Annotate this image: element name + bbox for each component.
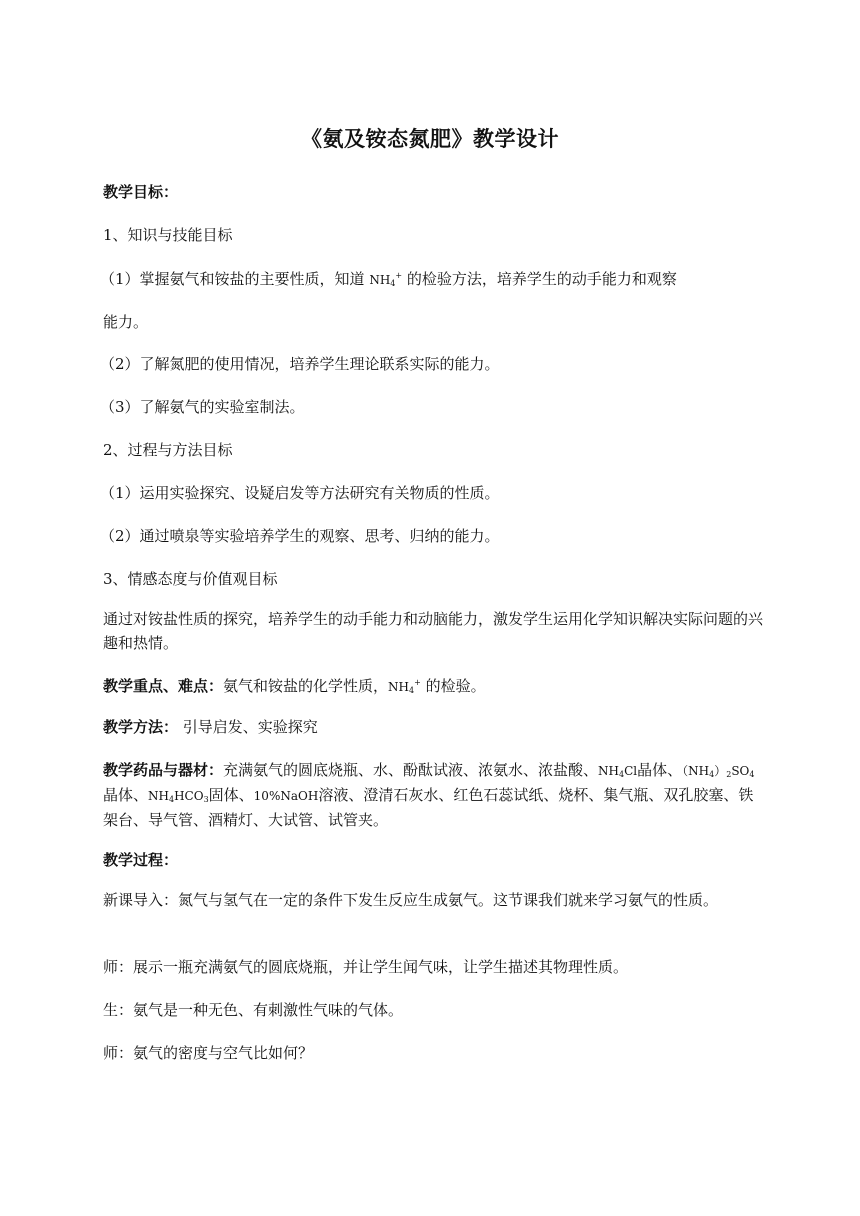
- materials-text: 晶体、: [103, 786, 149, 804]
- formula-part: NH: [388, 680, 409, 694]
- key-points-text-after: 的检验。: [420, 677, 486, 695]
- ammonium-formula: [369, 273, 402, 287]
- process-heading: 教学过程：: [103, 851, 179, 869]
- teaching-method-text: 引导启发、实验探究: [178, 718, 318, 736]
- materials-text: 晶体、: [637, 761, 683, 779]
- formula-subscript: 4: [749, 770, 755, 779]
- objective-2-item-1: （1）运用实验探究、设疑启发等方法研究有关物质的性质。: [100, 484, 500, 502]
- materials-label: 教学药品与器材：: [103, 761, 224, 779]
- key-points-text: 氨气和铵盐的化学性质，: [223, 677, 389, 695]
- objective-3-text: 通过对铵盐性质的探究，培养学生的动手能力和动脑能力，激发学生运用化学知识解决实际问题的兴趣和热情。: [103, 610, 764, 652]
- teaching-method-label: 教学方法：: [103, 718, 179, 736]
- teaching-method-line: [103, 715, 763, 739]
- process-paragraph-1: 新课导入：氮气与氢气在一定的条件下发生反应生成氨气。这节课我们就来学习氨气的性质。: [103, 891, 719, 909]
- formula-part: SO: [731, 764, 750, 778]
- formula-subscript: 2: [726, 770, 732, 779]
- objective-1-item-2: （2）了解氮肥的使用情况，培养学生理论联系实际的能力。: [100, 355, 500, 373]
- formula-subscript: 4: [390, 279, 396, 288]
- materials-text: 溶液、澄清石灰水、红色石蕊试纸、烧杯、集气瓶、双孔胶塞、铁架台、导气管、酒精灯、大试管、试管夹。: [103, 786, 754, 829]
- objective-1-item-1-continuation: 能力。: [103, 313, 149, 331]
- materials-paragraph: [103, 758, 763, 832]
- formula-subscript: 4: [709, 770, 715, 779]
- formula-subscript: 4: [168, 795, 175, 804]
- objective-2-heading: 2、过程与方法目标: [103, 441, 233, 459]
- nh4cl-formula: [598, 764, 637, 778]
- formula-subscript: 4: [409, 686, 415, 695]
- process-paragraph-3: 生：氨气是一种无色、有刺激性气味的气体。: [103, 1001, 404, 1019]
- objective-3-heading: 3、情感态度与价值观目标: [103, 570, 278, 588]
- formula-part: NH: [148, 789, 169, 803]
- objectives-heading: 教学目标：: [103, 183, 179, 201]
- objective-1-item-3: （3）了解氨气的实验室制法。: [100, 398, 305, 416]
- formula-part: HCO: [174, 789, 204, 803]
- objective-1-item-1: [100, 267, 760, 292]
- objective-1-item-1-text-after: 的检验方法，培养学生的动手能力和观察: [402, 270, 677, 288]
- formula-part: ）: [714, 764, 727, 778]
- formula-superscript: +: [414, 678, 421, 687]
- key-points-line: [103, 674, 763, 699]
- formula-part: NH: [369, 273, 391, 287]
- process-paragraph-2: 师：展示一瓶充满氨气的圆底烧瓶，并让学生闻气味，让学生描述其物理性质。: [103, 958, 629, 976]
- formula-part: NH: [688, 764, 710, 778]
- nh4hco3-formula: [148, 789, 209, 803]
- document-title: 《氨及铵态氮肥》教学设计: [301, 126, 559, 151]
- key-points-label: 教学重点、难点：: [103, 677, 224, 695]
- formula-part: NH: [598, 764, 619, 778]
- materials-text: 固体、: [208, 786, 254, 804]
- formula-superscript: +: [395, 271, 403, 280]
- formula-part: （: [682, 764, 689, 778]
- formula-subscript: 4: [619, 770, 625, 779]
- objective-1-item-1-text: （1）掌握氨气和铵盐的主要性质，知道: [100, 270, 370, 288]
- objective-2-item-2: （2）通过喷泉等实验培养学生的观察、思考、归纳的能力。: [100, 527, 500, 545]
- process-paragraph-4: 师：氨气的密度与空气比如何？: [103, 1044, 314, 1062]
- formula-subscript: 3: [203, 795, 209, 804]
- objective-1-heading: 1、知识与技能目标: [103, 226, 233, 244]
- ammonium-sulfate-formula: [682, 764, 754, 778]
- naoh-formula: 10%NaOH: [253, 789, 319, 803]
- formula-part: Cl: [624, 764, 638, 778]
- ammonium-formula: [388, 680, 421, 694]
- materials-text: 充满氨气的圆底烧瓶、水、酚酞试液、浓氨水、浓盐酸、: [223, 761, 599, 779]
